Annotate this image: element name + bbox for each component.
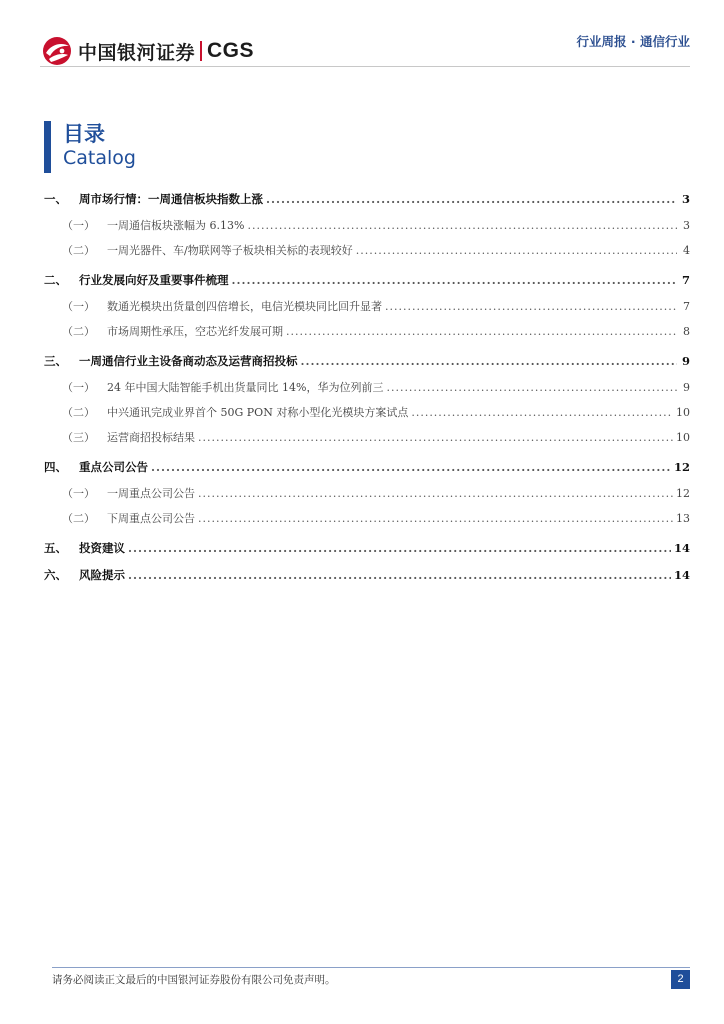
toc-entry-number: （二） [62,244,95,257]
table-of-contents [44,186,690,589]
toc-leader-dots [198,506,673,531]
page-number-badge: 2 [671,970,690,989]
toc-page-number: 12 [676,487,690,500]
toc-leader-dots [266,186,677,213]
title-accent-bar [44,121,51,173]
page-header [40,30,690,70]
toc-leader-dots [386,375,677,400]
header-divider [40,66,690,67]
toc-entry-number: （一） [62,381,95,394]
toc-entry-number: （二） [62,406,95,419]
toc-entry-title: 行业发展向好及重要事件梳理 [79,273,229,287]
toc-entry-title: 下周重点公司公告 [107,512,195,525]
logo-chinese-text: 中国银河证券 [78,41,196,64]
footer-disclaimer: 请务必阅读正文最后的中国银河证券股份有限公司免责声明。 [52,974,336,986]
toc-entry-title: 一周通信行业主设备商动态及运营商招投标 [79,354,298,368]
toc-leader-dots [128,535,671,562]
toc-entry-title: 数通光模块出货量创四倍增长，电信光模块同比回升显著 [107,300,382,313]
toc-entry-title: 运营商招投标结果 [107,431,195,444]
toc-leader-dots [198,425,673,450]
toc-entry-title: 中兴通讯完成业界首个 50G PON 对称小型化光模块方案试点 [107,406,409,419]
toc-subsection-entry[interactable] [44,319,690,344]
toc-page-number: 10 [676,431,690,444]
toc-section-entry[interactable] [44,186,690,213]
toc-entry-title: 24 年中国大陆智能手机出货量同比 14%，华为位列前三 [107,381,384,394]
toc-page-number: 7 [683,300,690,313]
toc-entry-number: （一） [62,487,95,500]
toc-entry-number: （三） [62,431,95,444]
toc-leader-dots [151,454,671,481]
toc-entry-number: 二、 [44,273,67,287]
toc-leader-dots [198,481,673,506]
toc-subsection-entry[interactable] [44,400,690,425]
toc-page-number: 14 [673,541,690,555]
toc-entry-number: 四、 [44,460,67,474]
title-english: Catalog [63,147,136,169]
toc-page-number: 10 [676,406,690,419]
toc-page-number: 9 [683,381,690,394]
toc-entry-number: （一） [62,219,95,232]
footer-divider [52,967,690,968]
toc-entry-number: 一、 [44,192,67,206]
toc-leader-dots [411,400,673,425]
toc-page-number: 3 [681,192,690,206]
toc-entry-number: （二） [62,325,95,338]
toc-entry-title: 一周重点公司公告 [107,487,195,500]
toc-leader-dots [247,213,677,238]
toc-entry-title: 一周光器件、车/物联网等子板块相关标的表现较好 [107,244,353,257]
toc-subsection-entry[interactable] [44,481,690,506]
report-type-label: 行业周报 · 通信行业 [576,34,690,49]
toc-entry-number: 六、 [44,568,67,582]
toc-page-number: 8 [683,325,690,338]
toc-entry-title: 市场周期性承压，空芯光纤发展可期 [107,325,283,338]
toc-entry-number: （二） [62,512,95,525]
brand-logo [42,36,254,66]
toc-entry-number: （一） [62,300,95,313]
toc-subsection-entry[interactable] [44,425,690,450]
toc-entry-number: 三、 [44,354,67,368]
toc-subsection-entry[interactable] [44,506,690,531]
toc-section-entry[interactable] [44,454,690,481]
title-chinese: 目录 [63,122,105,146]
toc-subsection-entry[interactable] [44,213,690,238]
toc-page-number: 9 [681,354,690,368]
toc-section-entry[interactable] [44,535,690,562]
toc-entry-title: 重点公司公告 [79,460,148,474]
galaxy-logo-icon [42,36,72,66]
toc-leader-dots [356,238,677,263]
toc-entry-title: 一周通信板块涨幅为 6.13% [107,219,245,232]
toc-entry-title: 风险提示 [79,568,125,582]
toc-page-number: 7 [681,273,690,287]
toc-page-number: 4 [683,244,690,257]
toc-page-number: 14 [673,568,690,582]
logo-english-text: CGS [207,39,255,62]
toc-subsection-entry[interactable] [44,294,690,319]
toc-section-entry[interactable] [44,267,690,294]
toc-entry-number: 五、 [44,541,67,555]
toc-leader-dots [385,294,677,319]
toc-page-number: 3 [683,219,690,232]
toc-leader-dots [128,562,671,589]
toc-section-entry[interactable] [44,562,690,589]
toc-entry-title: 周市场行情：一周通信板块指数上涨 [79,192,263,206]
toc-subsection-entry[interactable] [44,238,690,263]
toc-subsection-entry[interactable] [44,375,690,400]
toc-leader-dots [232,267,678,294]
toc-entry-title: 投资建议 [79,541,125,555]
logo-divider [200,41,202,61]
toc-leader-dots [301,348,678,375]
toc-page-number: 13 [676,512,690,525]
toc-section-entry[interactable] [44,348,690,375]
toc-leader-dots [286,319,677,344]
toc-page-number: 12 [673,460,690,474]
